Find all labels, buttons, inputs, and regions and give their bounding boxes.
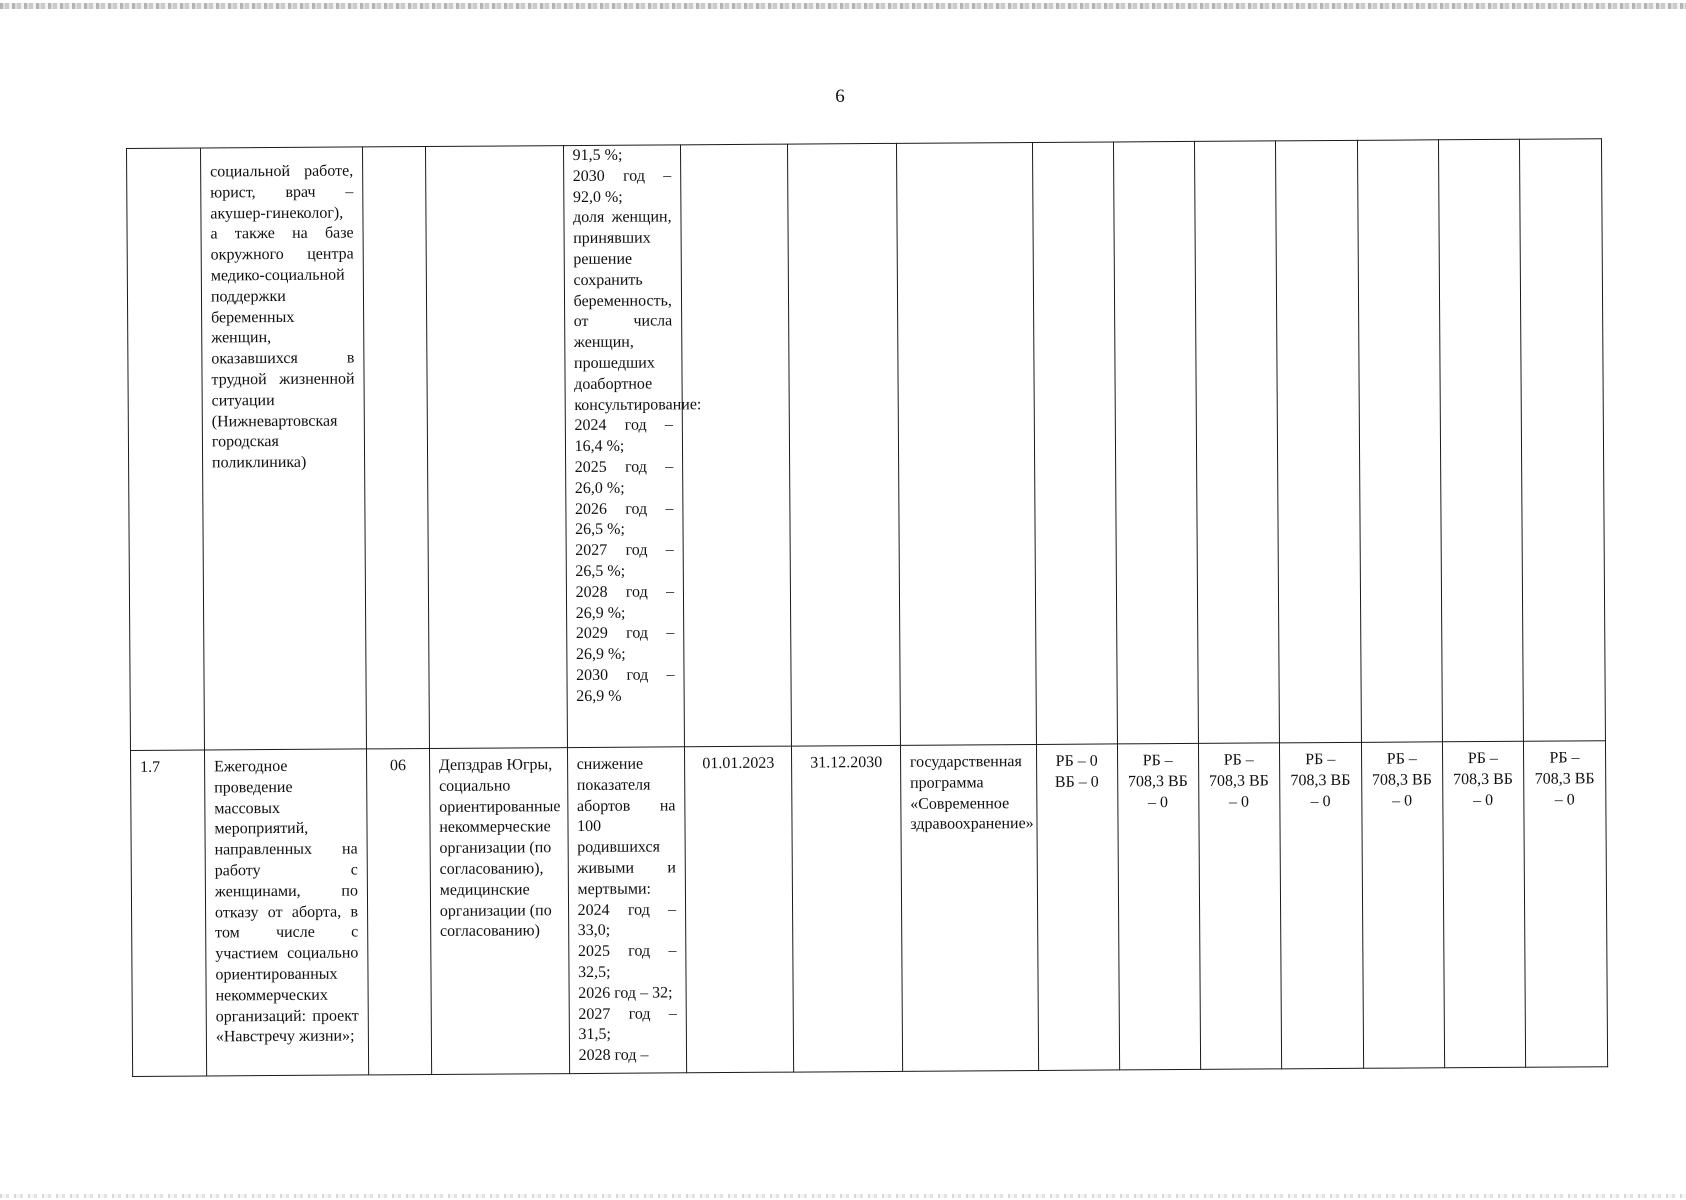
cell-end-date: 31.12.2030 [792,745,903,1072]
cell-end-date [788,143,900,746]
cell-funding [1357,140,1442,743]
cell-start-date: 01.01.2023 [685,746,795,1073]
cell-funding: РБ – 708,3 ВБ – 0 [1198,743,1281,1070]
cell-funding: РБ – 708,3 ВБ – 0 [1523,741,1607,1068]
cell-funding: РБ – 708,3 ВБ – 0 [1279,742,1363,1069]
cell-funding [1275,140,1361,743]
table-row-1-7 [130,741,1607,1077]
cell-result: снижение показателя абортов на 100 родившихся живыми и мертвыми: 2024 год – 33,0; 2025 год – 32,5; 2026 год – 32; 2027 год – 31,5; 2028 год – [567,747,687,1074]
cell-result: 91,5 %; 2030 год – 92,0 %; доля женщин, принявших решение сохранить беременность, от числа женщин, прошедших доабортное консультирование: 2024 год – 16,4 %; 2025 год – 26,0 %; 2026 год – 26,5 %; 2027 год – 26,5 %; 2028 год – 26,9 %; 2029 год – 26,9 %; 2030 год – 26,9 % [563,145,684,748]
cell-number [127,148,205,750]
scan-edge-top [0,3,1686,9]
page-number: 6 [835,86,845,107]
cell-executors: Депздрав Югры, социально ориентированные некоммерческие организации (по согласованию), медицинские организации (по согласованию) [429,748,569,1075]
cell-activity: Ежегодное проведение массовых мероприятий, направленных на работу с женщинами, по отказу от аборта, в том числе с участием социально ориентированных некоммерческих организаций: проект «Навстречу жизни»; [204,749,368,1076]
program-activities-table [126,138,1608,1077]
cell-funding: РБ – 708,3 ВБ – 0 [1361,742,1444,1069]
cell-funding [1519,139,1605,742]
cell-code: 06 [367,749,432,1075]
cell-funding: РБ – 708,3 ВБ – 0 [1442,741,1525,1068]
cell-number: 1.7 [130,750,206,1076]
cell-program [896,142,1036,745]
cell-activity: социальной работе, юрист, врач – акушер-гинеколог), а также на базе окружного центра медико-социальной поддержки беременных женщин, оказавшихся в трудной жизненной ситуации (Нижневартовская городская поликлиника) [200,147,366,750]
cell-funding: РБ – 708,3 ВБ – 0 [1117,743,1200,1070]
cell-funding [1032,142,1117,745]
cell-funding [1113,141,1198,744]
cell-funding: РБ – 0 ВБ – 0 [1036,744,1119,1071]
cell-funding [1438,139,1523,742]
cell-funding [1194,141,1279,744]
cell-start-date [681,144,792,747]
cell-code [363,147,430,749]
table-row-continuation [127,139,1606,751]
scan-edge-bottom [0,1194,1686,1198]
cell-executors [425,146,567,749]
cell-program: государственная программа «Современное здравоохранение» [900,744,1038,1071]
